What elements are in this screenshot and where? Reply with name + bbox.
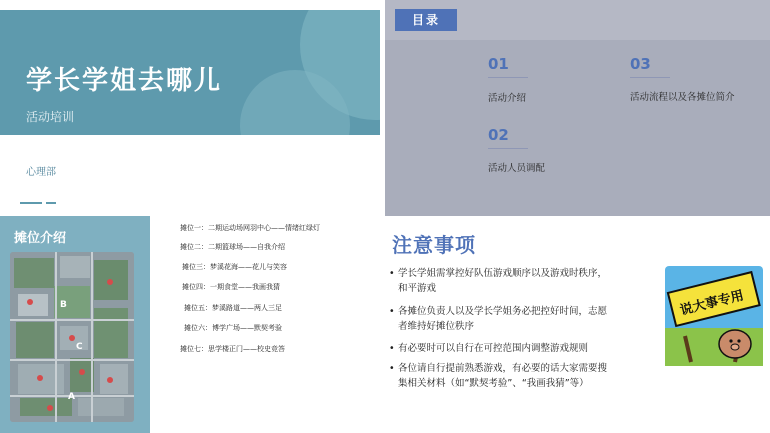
toc-panel xyxy=(385,40,770,216)
booth-item: 摊位五：梦溪路道——两人三足 xyxy=(184,304,282,312)
booth-slide-title: 摊位介绍 xyxy=(14,231,67,246)
sticker-image xyxy=(665,266,763,366)
booth-item: 摊位四：一期食堂——我画我猜 xyxy=(182,283,280,291)
toc-slide xyxy=(385,0,770,216)
sticker-drawing xyxy=(665,266,763,366)
note-text: 和平游戏 xyxy=(398,283,437,294)
title-slide xyxy=(0,0,385,216)
notes-slide xyxy=(385,216,770,433)
note-text: 者维持好摊位秩序 xyxy=(398,321,475,332)
toc-rule xyxy=(488,148,528,149)
booth-item: 摊位一：二期运动场网羽中心——情绪红绿灯 xyxy=(180,224,320,232)
map-marker: B xyxy=(60,300,67,310)
note-text: 集相关材料（如“默契考验”、“我画我猜”等） xyxy=(398,378,589,389)
note-text: 学长学姐需掌控好队伍游戏顺序以及游戏时秩序， xyxy=(398,268,608,279)
booth-slide xyxy=(0,216,385,433)
slide-title: 学长学姐去哪儿 xyxy=(26,66,223,96)
decorative-dash xyxy=(46,202,56,204)
sticker-text: 说大事专用 xyxy=(678,288,746,319)
slide-subtitle: 活动培训 xyxy=(26,110,75,124)
booth-item: 摊位七：思学楼正门——校史竞答 xyxy=(180,345,285,353)
note-text: 各位请自行提前熟悉游戏，有必要的话大家需要搜 xyxy=(398,363,608,374)
map-marker: A xyxy=(68,392,75,402)
bullet-icon: • xyxy=(389,363,395,374)
note-bullet xyxy=(389,304,651,334)
toc-rule xyxy=(488,77,528,78)
bullet-icon: • xyxy=(389,306,395,317)
toc-item-number: 02 xyxy=(488,126,509,144)
note-bullet xyxy=(389,266,651,296)
note-text: 有必要时可以自行在可控范围内调整游戏规则 xyxy=(398,343,589,354)
department-label: 心理部 xyxy=(26,167,56,178)
bullet-icon: • xyxy=(389,268,395,279)
note-bullet xyxy=(389,361,651,391)
toc-item-number: 01 xyxy=(488,55,509,73)
note-text: 各摊位负责人以及学长学姐务必把控好时间，志愿 xyxy=(398,306,608,317)
decorative-dash xyxy=(20,202,42,204)
booth-item: 摊位三：梦溪花海——花儿与笑容 xyxy=(182,263,287,271)
toc-item-label: 活动人员调配 xyxy=(488,163,546,174)
title-banner xyxy=(0,10,380,135)
map-marker: C xyxy=(76,342,83,352)
toc-item-label: 活动流程以及各摊位简介 xyxy=(630,92,735,103)
toc-tab: 目录 xyxy=(395,9,457,31)
bullet-icon: • xyxy=(389,343,395,354)
toc-rule xyxy=(630,77,670,78)
toc-item-label: 活动介绍 xyxy=(488,93,527,104)
toc-item-number: 03 xyxy=(630,55,651,73)
booth-item: 摊位二：二期篮球场——自我介绍 xyxy=(180,243,285,251)
campus-map-image xyxy=(10,252,134,422)
note-bullet xyxy=(389,341,651,356)
booth-item: 摊位六：博学广场——默契考验 xyxy=(184,324,282,332)
notes-heading: 注意事项 xyxy=(392,233,476,257)
